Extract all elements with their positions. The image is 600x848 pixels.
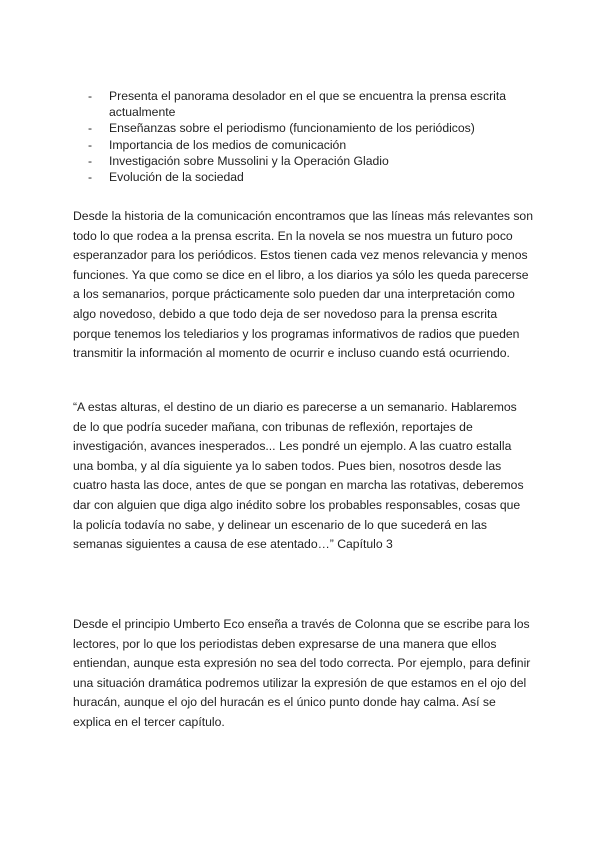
bullet-dash: - — [88, 137, 93, 152]
bullet-item — [88, 169, 528, 185]
bullet-dash: - — [88, 89, 93, 103]
bullet-text: Importancia de los medios de comunicación — [109, 137, 347, 152]
body-paragraph-writing-for-readers: Desde el principio Umberto Eco enseña a través de Colonna que se escribe para los lectores, por lo que los periodistas deben expresarse de una manera que ellos entiendan, aunque esta expresión no sea del todo correcta. Por ejemplo, para definir una situación dramática podremos utilizar la expresión de que estamos en el ojo del huracán, aunque el ojo del huracán es el único punto donde hay calma. Así se explica en el tercer capítulo. — [73, 617, 531, 729]
bullet-item — [88, 120, 528, 136]
bullet-text: Evolución de la sociedad — [109, 170, 244, 185]
bullet-item — [88, 153, 528, 169]
bullet-item — [88, 88, 528, 120]
bullet-dash: - — [88, 170, 93, 185]
bullet-text: Enseñanzas sobre el periodismo (funcionamiento de los periódicos) — [109, 121, 475, 136]
bullet-dash: - — [88, 153, 93, 168]
topic-bullet-list — [88, 88, 528, 185]
bullet-dash: - — [88, 121, 93, 136]
bullet-text: Investigación sobre Mussolini y la Operación Gladio — [109, 153, 389, 168]
body-paragraph-communication-history: Desde la historia de la comunicación encontramos que las líneas más relevantes son todo lo que rodea a la prensa escrita. En la novela se nos muestra un futuro poco esperanzador para los periódicos. Estos tienen cada vez menos relevancia y menos funciones. Ya que como se dice en el libro, a los diarios ya sólo les queda parecerse a los semanarios, porque prácticamente solo pueden dar una interpretación como algo novedoso, debido a que todo deja de ser novedoso para la prensa escrita porque tenemos los telediarios y los programas informativos de radios que pueden transmitir la información al momento de ocurrir e incluso cuando está ocurriendo. — [73, 209, 533, 361]
bullet-item — [88, 137, 528, 153]
quote-paragraph-chapter-3: “A estas alturas, el destino de un diario es parecerse a un semanario. Hablaremos de lo que podría suceder mañana, con tribunas de reflexión, reportajes de investigación, avances inesperados... Les pondré un ejemplo. A las cuatro estalla una bomba, y al día siguiente ya lo saben todos. Pues bien, nosotros desde las cuatro hasta las doce, antes de que se pongan en marcha las rotativas, deberemos dar con alguien que diga algo inédito sobre los probables responsables, cosas que la policía todavía no sabe, y delinear un escenario de lo que sucederá en las semanas siguientes a causa de ese atentado…” Capítulo 3 — [73, 400, 524, 552]
bullet-text: Presenta el panorama desolador en el que se encuentra la prensa escrita actualmente — [109, 89, 507, 120]
